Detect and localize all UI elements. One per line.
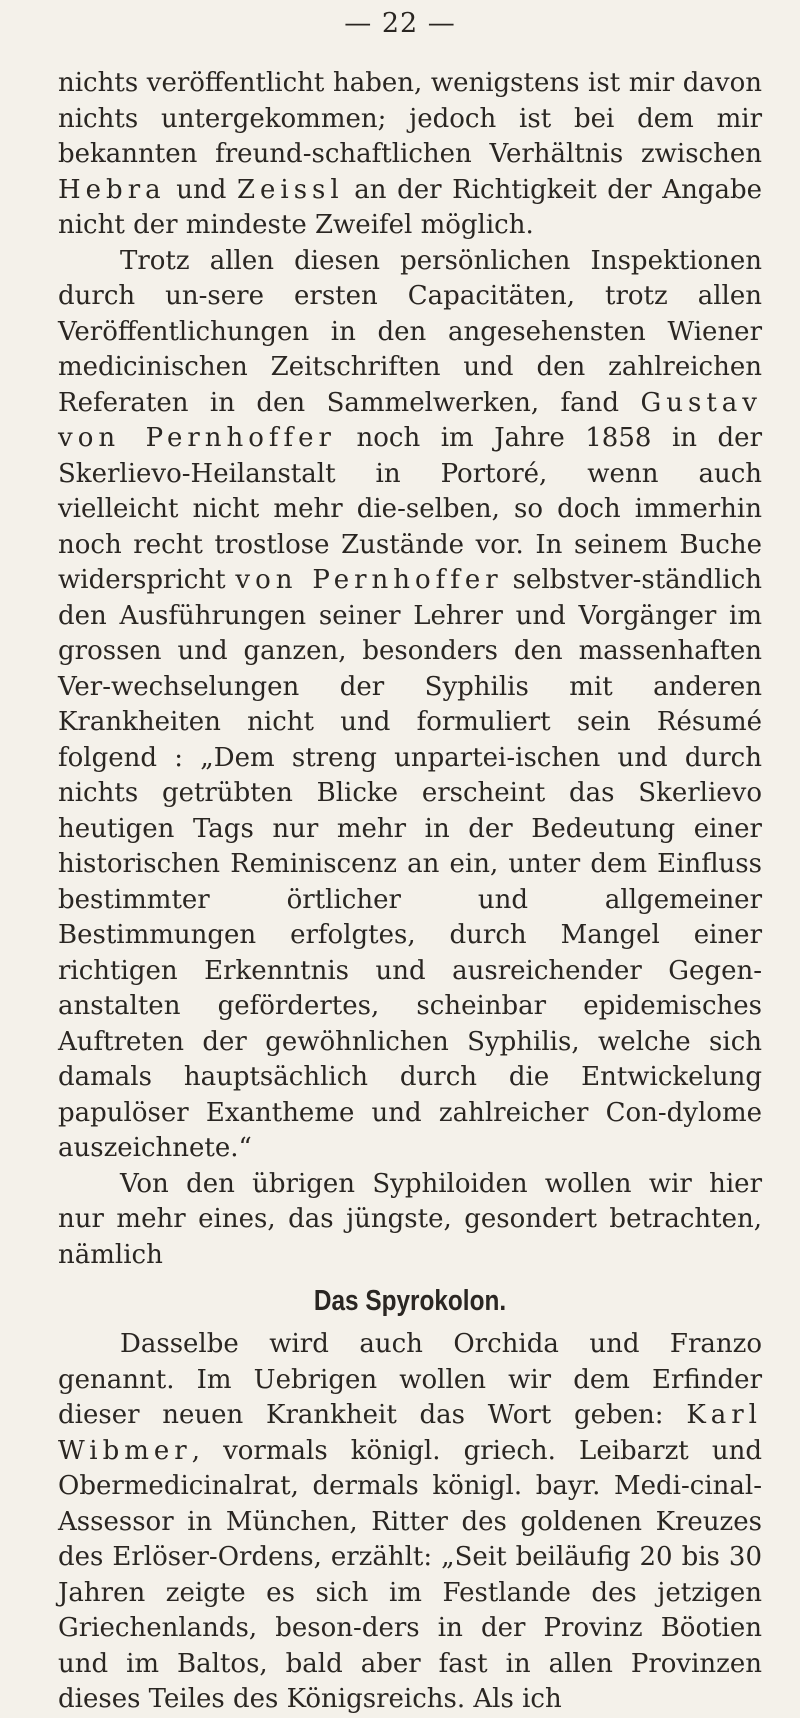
body-text: [58, 66, 762, 1718]
paragraph-4: [58, 1327, 762, 1718]
paragraph-1-text-c: an der Richtigkeit der Angabe nicht der mindeste Zweifel möglich.: [58, 174, 762, 240]
name-von-pernhoffer: von Pernhoffer: [235, 565, 503, 595]
paragraph-3: Von den übrigen Syphiloiden wollen wir hier nur mehr eines, das jüngste, gesondert betrachten, nämlich: [58, 1168, 762, 1270]
paragraph-2-text-c: selbstver-ständlich den Ausführungen seiner Lehrer und Vorgänger im grossen und ganzen, besonders den massenhaften Ver-wechselungen der Syphilis mit anderen Krankheiten nicht und formuliert sein Résumé folgend : „Dem streng unpartei-ischen und durch nichts getrübten Blicke erscheint das Skerlievo heutigen Tags nur mehr in der Bedeutung einer historischen Reminiscenz an ein, unter dem Einfluss bestimmter örtlicher und allgemeiner Bestimmungen erfolgtes, durch Mangel einer richtigen Erkenntnis und ausreichender Gegen-anstalten gefördertes, scheinbar epidemisches Auftreten der gewöhnlichen Syphilis, welche sich damals hauptsächlich durch die Entwickelung papulöser Exantheme und zahlreicher Con-dylome auszeichnete.“: [58, 565, 763, 1163]
paragraph-1-text-a: nichts veröffentlicht haben, wenigstens ist mir davon nichts untergekommen; jedoch ist bei dem mir bekannten freund-schaftlichen Verhältnis zwischen: [58, 68, 762, 169]
paragraph-1-text-b: und: [165, 174, 237, 205]
name-gustav-von-pernhoffer: Gustav von Pernhoffer: [58, 387, 762, 453]
name-hebra: Hebra: [58, 174, 166, 205]
paragraph-4-text-b: , vormals königl. griech. Leibarzt und Obermedicinalrat, dermals königl. bayr. Medi-cinal-Assessor in München, Ritter des goldenen Kreuzes des Erlöser-Ordens, erzählt: „Seit beiläufig 20 bis 30 Jahren zeigte es sich im Festlande des jetzigen Griechenlands, beson-ders in der Provinz Böotien und im Baltos, bald aber fast in allen Provinzen dieses Teiles des Königsreichs. Als ich: [58, 1435, 762, 1714]
paragraph-2-text-b: noch im Jahre 1858 in der Skerlievo-Heilanstalt in Portoré, wenn auch vielleicht nicht mehr die-selben, so doch immerhin noch recht trostlose Zustände vor. In seinem Buche widerspricht: [58, 423, 762, 595]
paragraph-2-text-a: Trotz allen diesen persönlichen Inspektionen durch un-sere ersten Capacitäten, trotz allen Veröffentlichungen in den angesehensten Wiener medicinischen Zeitschriften und den zahlreichen Referaten in den Sammelwerken, fand: [58, 245, 762, 418]
page-number: — 22 —: [344, 8, 456, 39]
name-zeissl: Zeissl: [236, 174, 344, 205]
paragraph-1: [58, 66, 762, 244]
section-heading: Das Spyrokolon.: [313, 1285, 507, 1317]
name-karl-wibmer: Karl Wibmer: [58, 1400, 762, 1466]
paragraph-4-text-a: Dasselbe wird auch Orchida und Franzo genannt. Im Uebrigen wollen wir dem Erfinder dieser neuen Krankheit das Wort geben:: [58, 1329, 762, 1430]
paragraph-2: [58, 244, 762, 1167]
